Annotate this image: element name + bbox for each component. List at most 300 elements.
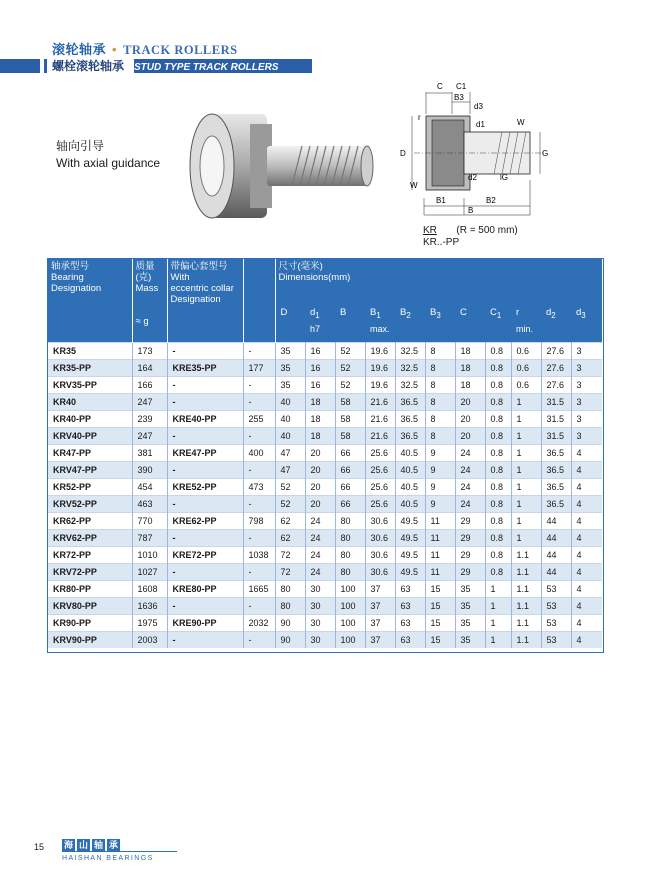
table-cell: 72 [275,546,305,563]
table-cell: 58 [335,427,365,444]
table-cell: 36.5 [541,495,571,512]
table-cell: 19.6 [365,359,395,376]
table-cell: KRE52-PP [167,478,243,495]
table-cell: - [243,495,275,512]
table-cell: 44 [541,512,571,529]
sym-C: C [455,301,485,322]
table-cell: 49.5 [395,512,425,529]
draw-label: C [437,82,443,91]
table-cell: 20 [455,427,485,444]
table-cell: 15 [425,614,455,631]
table-cell: 18 [455,359,485,376]
table-cell: 3 [571,393,602,410]
table-cell: 80 [275,597,305,614]
table-cell: 4 [571,444,602,461]
table-cell: 1 [485,597,511,614]
table-cell: 25.6 [365,461,395,478]
table-cell: 1038 [243,546,275,563]
table-cell: 20 [455,410,485,427]
table-cell: 0.8 [485,546,511,563]
table-cell: 24 [305,512,335,529]
dimensions-table [48,259,602,648]
table-cell: 0.8 [485,427,511,444]
table-cell: 29 [455,563,485,580]
table-row [48,495,602,512]
table-cell: 52 [275,495,305,512]
table-cell: 24 [305,529,335,546]
table-cell: KRE72-PP [167,546,243,563]
draw-label: d2 [468,173,477,182]
table-cell: 1010 [132,546,167,563]
table-cell: 37 [365,614,395,631]
table-cell: 2003 [132,631,167,648]
table-cell: 0.6 [511,342,541,359]
dimension-drawing [394,80,554,235]
table-cell: 1 [485,631,511,648]
table-cell: 47 [275,461,305,478]
table-cell: 49.5 [395,563,425,580]
table-cell: KR35-PP [48,359,132,376]
table-cell: 4 [571,546,602,563]
table-cell: - [243,631,275,648]
table-cell: 63 [395,614,425,631]
table-cell: 390 [132,461,167,478]
table-cell: KR62-PP [48,512,132,529]
sub-B1: max. [365,322,395,343]
table-cell: KRV62-PP [48,529,132,546]
table-cell: 173 [132,342,167,359]
table-cell: 27.6 [541,376,571,393]
table-cell: 18 [305,393,335,410]
table-cell: 9 [425,461,455,478]
table-cell: 3 [571,376,602,393]
table-cell: 37 [365,597,395,614]
table-cell: 1636 [132,597,167,614]
table-cell: 4 [571,580,602,597]
sym-d3: $d_3$ [571,301,602,322]
table-cell: 36.5 [395,427,425,444]
table-cell: KRE47-PP [167,444,243,461]
table-cell: 15 [425,597,455,614]
table-row [48,546,602,563]
table-cell: 11 [425,529,455,546]
header-stripe [44,59,47,73]
table-cell: - [167,461,243,478]
logo-char: 承 [108,840,118,850]
table-cell: 35 [275,342,305,359]
table-cell: 164 [132,359,167,376]
table-cell: 4 [571,529,602,546]
table-cell: - [243,461,275,478]
table-cell: 381 [132,444,167,461]
guidance-label [56,138,160,172]
table-cell: 27.6 [541,342,571,359]
table-cell: 66 [335,478,365,495]
draw-label: D [400,149,406,158]
table-cell: 20 [305,495,335,512]
table-cell: 44 [541,563,571,580]
table-cell: 35 [455,580,485,597]
table-cell: 9 [425,444,455,461]
table-cell: 0.8 [485,342,511,359]
draw-label: B1 [436,196,446,205]
table-cell: 36.5 [541,478,571,495]
table-cell: 53 [541,580,571,597]
table-cell: 1 [485,580,511,597]
table-cell: KR72-PP [48,546,132,563]
table-cell: 3 [571,427,602,444]
table-cell: 8 [425,410,455,427]
table-cell: 9 [425,495,455,512]
table-cell: 239 [132,410,167,427]
table-cell: 4 [571,461,602,478]
table-cell: 24 [305,563,335,580]
table-cell: 66 [335,495,365,512]
table-cell: 25.6 [365,478,395,495]
table-cell: 36.5 [541,461,571,478]
table-cell: 4 [571,597,602,614]
table-cell: 35 [275,359,305,376]
col-header-eccentric: 带偏心套型号 With eccentric collar Designation [167,259,243,342]
table-cell: 0.8 [485,563,511,580]
table-cell: 1.1 [511,580,541,597]
table-cell: KRV80-PP [48,597,132,614]
table-cell: 3 [571,410,602,427]
table-cell: 53 [541,597,571,614]
table-cell: 30.6 [365,512,395,529]
table-cell: 40 [275,427,305,444]
table-cell: 0.6 [511,359,541,376]
footer-rule [62,851,177,852]
sym-B1: $B_1$ [365,301,395,322]
table-row [48,342,602,359]
table-cell: 30.6 [365,546,395,563]
table-cell: 4 [571,563,602,580]
table-cell: 9 [425,478,455,495]
header-title-en: TRACK ROLLERS [123,43,238,57]
draw-label: d1 [476,120,485,129]
col-header-bearing: 轴承型号 Bearing Designation [48,259,132,342]
table-cell: 29 [455,512,485,529]
footer-logo [62,835,182,862]
table-cell: 52 [335,359,365,376]
table-cell: 4 [571,495,602,512]
table-cell: - [167,427,243,444]
sym-d1: $d_1$ [305,301,335,322]
table-cell: 90 [275,631,305,648]
legend [423,225,518,249]
legend-radius: (R = 500 mm) [456,225,518,236]
table-cell: 80 [335,546,365,563]
table-cell: KR40 [48,393,132,410]
table-cell: 40.5 [395,478,425,495]
table-cell: 63 [395,580,425,597]
draw-label: B2 [486,196,496,205]
draw-label: d3 [474,102,483,111]
table-cell: 32.5 [395,376,425,393]
table-cell: 0.8 [485,359,511,376]
table-row [48,563,602,580]
table-cell: 62 [275,529,305,546]
table-cell: 18 [305,410,335,427]
table-cell: 49.5 [395,529,425,546]
table-cell: - [167,597,243,614]
table-cell: 247 [132,393,167,410]
table-cell: 52 [275,478,305,495]
table-row [48,359,602,376]
table-cell: - [167,393,243,410]
table-cell: 1975 [132,614,167,631]
table-cell: 36.5 [395,410,425,427]
table-cell: 44 [541,546,571,563]
table-cell: 18 [305,427,335,444]
table-cell: 32.5 [395,359,425,376]
table-row [48,529,602,546]
table-cell: 30.6 [365,529,395,546]
legend-kr: KR [423,225,437,236]
table-cell: 52 [335,376,365,393]
table-cell: 0.8 [485,478,511,495]
table-cell: 4 [571,631,602,648]
table-cell: 32.5 [395,342,425,359]
draw-label: lG [500,173,508,182]
table-cell: 247 [132,427,167,444]
table-cell: 40.5 [395,444,425,461]
table-cell: 40 [275,410,305,427]
table-row [48,393,602,410]
draw-label: B [468,206,474,215]
table-row [48,631,602,648]
table-cell: 30 [305,580,335,597]
table-cell: 11 [425,512,455,529]
table-cell: 0.8 [485,512,511,529]
table-cell: 30 [305,614,335,631]
table-cell: 20 [455,393,485,410]
table-cell: 3 [571,342,602,359]
table-cell: - [243,529,275,546]
table-cell: 20 [305,478,335,495]
table-cell: 27.6 [541,359,571,376]
table-cell: KRE80-PP [167,580,243,597]
sym-D: D [275,301,305,322]
table-cell: 0.8 [485,376,511,393]
table-cell: 47 [275,444,305,461]
table-cell: KRE35-PP [167,359,243,376]
table-cell: 16 [305,376,335,393]
table-cell: 52 [335,342,365,359]
table-cell: 36.5 [541,444,571,461]
sym-B: B [335,301,365,322]
table-row [48,427,602,444]
table-row [48,614,602,631]
table-cell: 798 [243,512,275,529]
table-cell: 31.5 [541,410,571,427]
sym-B2: $B_2$ [395,301,425,322]
logo-char: 海 [63,840,73,850]
header-sub-en: STUD TYPE TRACK ROLLERS [134,62,279,73]
table-cell: 1 [511,478,541,495]
logo-char: 轴 [93,840,103,850]
table-cell: 1665 [243,580,275,597]
table-cell: 8 [425,376,455,393]
table-cell: 21.6 [365,427,395,444]
table-cell: - [243,563,275,580]
table-cell: 1027 [132,563,167,580]
table-cell: 1 [511,393,541,410]
sub-r: min. [511,322,541,343]
table-cell: KRV35-PP [48,376,132,393]
table-cell: 8 [425,427,455,444]
draw-label: r [418,113,421,122]
col-header-blank [243,259,275,342]
table-cell: 24 [455,478,485,495]
table-row [48,580,602,597]
table-cell: 30.6 [365,563,395,580]
table-cell: 35 [455,614,485,631]
table-cell: 24 [455,444,485,461]
header-title-zh: 滚轮轴承 [52,42,107,57]
table-row [48,410,602,427]
table-cell: 58 [335,410,365,427]
table-cell: 3 [571,359,602,376]
table-cell: 1608 [132,580,167,597]
table-cell: 40.5 [395,461,425,478]
table-cell: 90 [275,614,305,631]
table-cell: 454 [132,478,167,495]
table-cell: 8 [425,342,455,359]
table-cell: - [167,495,243,512]
table-cell: 0.8 [485,444,511,461]
table-cell: 24 [455,495,485,512]
table-cell: KR80-PP [48,580,132,597]
table-cell: 16 [305,359,335,376]
sym-d2: $d_2$ [541,301,571,322]
table-cell: 177 [243,359,275,376]
table-cell: 166 [132,376,167,393]
table-cell: 19.6 [365,376,395,393]
table-cell: 53 [541,614,571,631]
table-cell: 100 [335,631,365,648]
sym-r: r [511,301,541,322]
table-cell: 35 [455,597,485,614]
table-cell: 35 [275,376,305,393]
draw-label: C1 [456,82,467,91]
table-cell: 1 [511,529,541,546]
logo-en: HAISHAN BEARINGS [62,855,154,862]
sym-B3: $B_3$ [425,301,455,322]
table-row [48,478,602,495]
table-cell: KR40-PP [48,410,132,427]
table-cell: 29 [455,529,485,546]
table-row [48,461,602,478]
table-row [48,597,602,614]
table-cell: 8 [425,359,455,376]
table-cell: 40 [275,393,305,410]
table-cell: KRV90-PP [48,631,132,648]
logo-char: 山 [78,840,88,850]
table-cell: 37 [365,631,395,648]
table-cell: 66 [335,461,365,478]
table-cell: 18 [455,342,485,359]
col-header-mass: 质量 (克) Mass ≈ g [132,259,167,342]
table-cell: 21.6 [365,410,395,427]
table-cell: KRE40-PP [167,410,243,427]
table-cell: - [167,529,243,546]
table-cell: 63 [395,631,425,648]
table-cell: 4 [571,478,602,495]
sub-d1: h7 [305,322,335,343]
table-row [48,376,602,393]
sym-C1: $C_1$ [485,301,511,322]
table-cell: - [243,393,275,410]
table-cell: 63 [395,597,425,614]
table-cell: 100 [335,580,365,597]
table-cell: 15 [425,580,455,597]
table-cell: 37 [365,580,395,597]
table-cell: 20 [305,461,335,478]
table-cell: 15 [425,631,455,648]
table-cell: 400 [243,444,275,461]
page-header-title [52,39,238,58]
table-cell: 0.8 [485,393,511,410]
table-cell: - [167,376,243,393]
table-cell: 4 [571,512,602,529]
table-cell: 100 [335,597,365,614]
table-cell: 29 [455,546,485,563]
table-cell: 1 [511,495,541,512]
table-cell: 473 [243,478,275,495]
table-cell: 80 [335,563,365,580]
table-cell: 0.8 [485,495,511,512]
table-cell: 770 [132,512,167,529]
table-cell: 1 [485,614,511,631]
table-cell: 1.1 [511,631,541,648]
header-dot-icon: • [112,42,118,57]
table-cell: 62 [275,512,305,529]
table-cell: - [243,342,275,359]
table-cell: 40.5 [395,495,425,512]
table-cell: KRE90-PP [167,614,243,631]
table-cell: KR35 [48,342,132,359]
table-cell: 36.5 [395,393,425,410]
table-cell: 1 [511,427,541,444]
table-cell: 100 [335,614,365,631]
table-cell: 0.8 [485,461,511,478]
table-cell: KRV52-PP [48,495,132,512]
page-number: 15 [34,842,45,852]
table-cell: 1 [511,410,541,427]
table-cell: 2032 [243,614,275,631]
table-cell: 58 [335,393,365,410]
table-cell: KR47-PP [48,444,132,461]
table-cell: 11 [425,546,455,563]
table-cell: - [167,563,243,580]
table-cell: 255 [243,410,275,427]
table-cell: 8 [425,393,455,410]
table-cell: 20 [305,444,335,461]
table-cell: - [167,631,243,648]
table-cell: - [243,427,275,444]
table-cell: 0.8 [485,529,511,546]
table-cell: 24 [455,461,485,478]
legend-pp: KR..-PP [423,237,460,248]
table-cell: 11 [425,563,455,580]
table-cell: 80 [335,529,365,546]
table-cell: 80 [275,580,305,597]
table-cell: - [243,376,275,393]
draw-label: B3 [454,93,464,102]
table-cell: 1.1 [511,614,541,631]
